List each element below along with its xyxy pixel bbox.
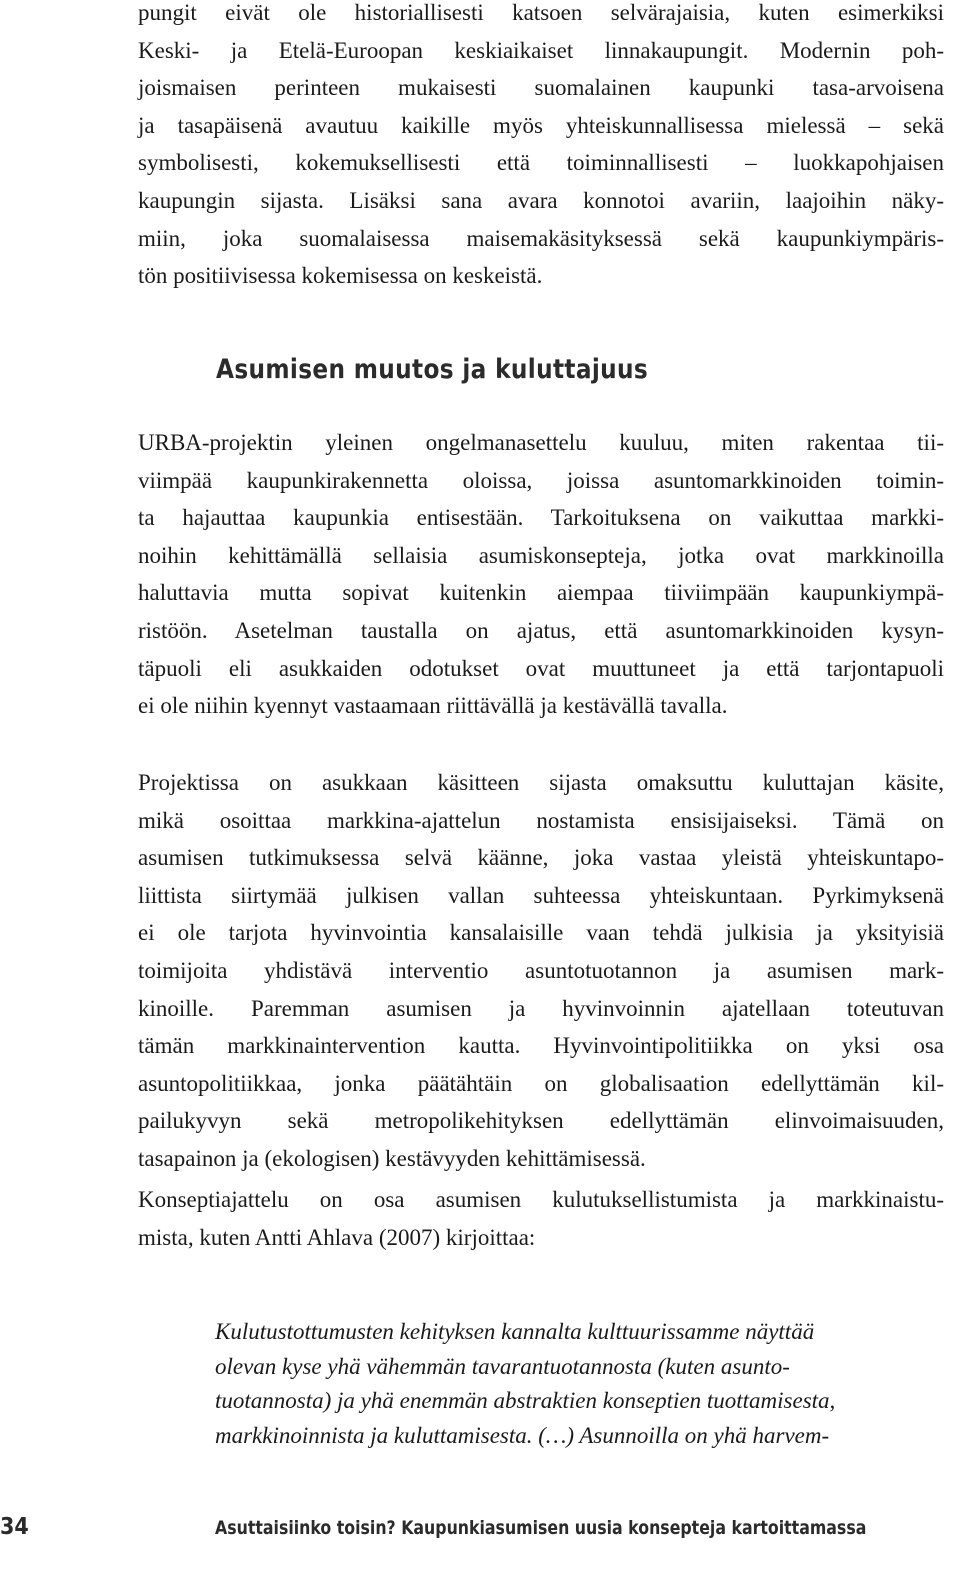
paragraph-line: ta hajauttaa kaupunkia entisestään. Tarkoituksena on vaikuttaa markki- xyxy=(138,505,944,531)
paragraph-line: Projektissa on asukkaan käsitteen sijasta omaksuttu kuluttajan käsite, xyxy=(138,770,944,795)
paragraph-3 xyxy=(138,764,944,1178)
quote-line: olevan kyse yhä vähemmän tavarantuotannosta (kuten asunto- xyxy=(215,1353,790,1379)
paragraph-line: pungit eivät ole historiallisesti katsoen selvärajaisia, kuten esimerkiksi xyxy=(138,0,944,25)
paragraph-line: haluttavia mutta sopivat kuitenkin aiempaa tiiviimpään kaupunkiympä- xyxy=(138,580,944,606)
paragraph-line: joismaisen perinteen mukaisesti suomalainen kaupunki tasa-arvoisena xyxy=(138,75,944,101)
paragraph-line: ja tasapäisenä avautuu kaikille myös yhteiskunnallisessa mielessä – sekä xyxy=(138,112,944,138)
paragraph-line: täpuoli eli asukkaiden odotukset ovat muuttuneet ja että tarjontapuoli xyxy=(138,655,944,681)
paragraph-line: viimpää kaupunkirakennetta oloissa, joissa asuntomarkkinoiden toimin- xyxy=(138,467,944,493)
paragraph-line: ei ole niihin kyennyt vastaamaan riittävällä ja kestävällä tavalla. xyxy=(138,693,728,719)
block-quote xyxy=(215,1315,942,1453)
paragraph-4 xyxy=(138,1181,944,1256)
quote-line: markkinoinnista ja kuluttamisesta. (…) Asunnoilla on yhä harvem- xyxy=(215,1422,830,1448)
paragraph-line: miin, joka suomalaisessa maisemakäsityksessä sekä kaupunkiympäris- xyxy=(138,225,944,251)
running-title: Asuttaisiinko toisin? Kaupunkiasumisen uusia konsepteja kartoittamassa xyxy=(215,1517,867,1539)
paragraph-line: symbolisesti, kokemuksellisesti että toiminnallisesti – luokkapohjaisen xyxy=(138,150,944,176)
section-heading: Asumisen muutos ja kuluttajuus xyxy=(216,354,649,385)
paragraph-line: ei ole tarjota hyvinvointia kansalaisille vaan tehdä julkisia ja yksityisiä xyxy=(138,920,944,946)
paragraph-line: pailukyvyn sekä metropolikehityksen edellyttämän elinvoimaisuuden, xyxy=(138,1108,944,1134)
paragraph-line: kaupungin sijasta. Lisäksi sana avara konnotoi avariin, laajoihin näky- xyxy=(138,187,944,213)
paragraph-line: kinoille. Paremman asumisen ja hyvinvoinnin ajatellaan toteutuvan xyxy=(138,995,944,1021)
paragraph-line: asumisen tutkimuksessa selvä käänne, joka vastaa yleistä yhteiskuntapo- xyxy=(138,845,944,871)
quote-line: tuotannosta) ja yhä enemmän abstraktien konseptien tuottamisesta, xyxy=(215,1388,836,1413)
paragraph-line: Keski- ja Etelä-Euroopan keskiaikaiset linnakaupungit. Modernin poh- xyxy=(138,37,944,63)
paragraph-line: ristöön. Asetelman taustalla on ajatus, että asuntomarkkinoiden kysyn- xyxy=(138,617,944,643)
paragraph-line: mikä osoittaa markkina-ajattelun nostamista ensisijaiseksi. Tämä on xyxy=(138,807,944,833)
paragraph-line: Konseptiajattelu on osa asumisen kulutuksellistumista ja markkinaistu- xyxy=(138,1187,944,1212)
paragraph-1 xyxy=(138,0,944,295)
paragraph-line: toimijoita yhdistävä interventio asuntotuotannon ja asumisen mark- xyxy=(138,957,944,983)
paragraph-line: tön positiivisessa kokemisessa on keskeistä. xyxy=(138,263,543,289)
paragraph-line: noihin kehittämällä sellaisia asumiskonsepteja, jotka ovat markkinoilla xyxy=(138,542,944,568)
page-footer xyxy=(0,1514,960,1554)
paragraph-line: asuntopolitiikkaa, jonka päätähtäin on globalisaation edellyttämän kil- xyxy=(138,1070,944,1096)
paragraph-line: liittista siirtymää julkisen vallan suhteessa yhteiskuntaan. Pyrkimyksenä xyxy=(138,882,944,908)
paragraph-line: tasapainon ja (ekologisen) kestävyyden kehittämisessä. xyxy=(138,1145,646,1171)
paragraph-line: mista, kuten Antti Ahlava (2007) kirjoittaa: xyxy=(138,1224,536,1250)
paragraph-line: URBA-projektin yleinen ongelmanasettelu kuuluu, miten rakentaa tii- xyxy=(138,430,944,455)
paragraph-line: tämän markkinaintervention kautta. Hyvinvointipolitiikka on yksi osa xyxy=(138,1033,944,1059)
page-number: 34 xyxy=(0,1514,29,1540)
paragraph-2 xyxy=(138,424,944,725)
quote-line: Kulutustottumusten kehityksen kannalta kulttuurissamme näyttää xyxy=(215,1319,815,1344)
